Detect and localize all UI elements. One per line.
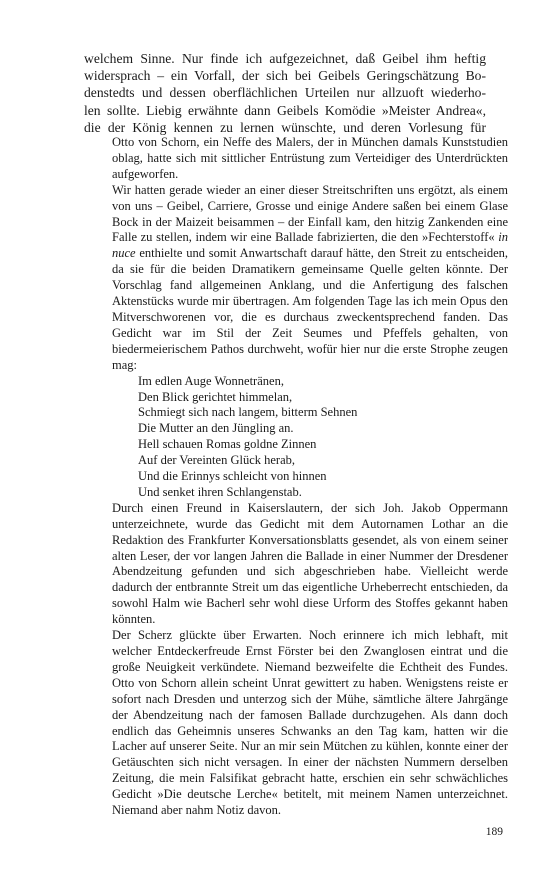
poem-line: Auf der Vereinten Glück herab, <box>138 453 296 468</box>
quote-paragraph-4: Der Scherz glückte über Erwarten. Noch erinnere ich mich lebhaft, mit welcher Entdeckerfreude Ernst Förster bei den Zwanglosen eintrat und die große Neuigkeit verkündete. Niemand bezweifelte die Echtheit des Fundes. Otto von Schorn allein scheint Unrat gewittert zu haben. Wenigstens reiste er sofort nach Dresden und unterzog sich der Mühe, sämtliche ältere Jahrgänge der Abendzeitung nach der famosen Ballade durchzugehen. Als dann doch endlich das Geheimnis unseres Schwanks an den Tag kam, hatten wir die Lacher auf unserer Seite. Nur an mir sein Mütchen zu kühlen, konnte einer der Getäuschten sich nicht versagen. In einer der nächsten Nummern derselben Zeitung, die mein Falsifikat gebracht hatte, erschien ein sehr schwächliches Gedicht »Die deutsche Lerche« betitelt, mit meinem Namen unterzeichnet. Niemand aber nahm Notiz davon. <box>112 628 508 818</box>
poem-line: Hell schauen Romas goldne Zinnen <box>138 437 317 452</box>
quote-paragraph-3: Durch einen Freund in Kaiserslautern, der sich Joh. Jakob Oppermann unterzeichnete, wurde das Gedicht mit dem Autornamen Lothar an die Redaktion des Frankfurter Konversationsblatts gesendet, als von einem seiner alten Leser, der vor langen Jahren die Ballade in einer Nummer der Dresdener Abendzeitung gefunden und sich abgeschrieben habe. Vielleicht werde dadurch der entbrannte Streit um das eigentliche Urheberrecht entschieden, da sowohl Halm wie Bacherl sehr wohl diese Urform des Stoffes gekannt haben könnten. <box>112 500 508 627</box>
main-text-line: denstedts und dessen oberflächlichen Urteilen nur allzuoft wiederho- <box>84 85 486 101</box>
poem-line: Und senket ihren Schlangenstab. <box>138 484 302 499</box>
page-number: 189 <box>485 826 503 838</box>
quote-paragraph-2-text-cont: enthielte und somit Anwartschaft darauf hätte, den Streit zu entscheiden, da sie für die beiden Dramatikern gemeinsame Quelle gelten könnte. Der Vorschlag fand allgemeinen Anklang, und die Anfertigung des falschen Aktenstücks wurde mir übertragen. Am folgenden Tage las ich mein Opus den Mitverschworenen vor, die es durchaus zweckentsprechend fanden. Das Gedicht war im Stil der Zeit Seumes und Pfeffels gehalten, von biedermeierischem Pathos durchweht, wofür hier nur die erste Strophe zeugen mag: <box>112 246 508 372</box>
poem-line: Und die Erinnys schleicht von hinnen <box>138 469 327 484</box>
main-text-line: len sollte. Liebig erwähnte dann Geibels Komödie »Meister Andrea«, <box>84 102 486 118</box>
poem-stanza <box>138 374 508 501</box>
poem-line: Schmiegt sich nach langem, bitterm Sehnen <box>138 405 358 420</box>
poem-line: Den Blick gerichtet himmelan, <box>138 389 293 404</box>
poem-line: Im edlen Auge Wonnetränen, <box>138 373 284 388</box>
latin-phrase: in nuce <box>112 230 508 261</box>
quote-paragraph-1: Otto von Schorn, ein Neffe des Malers, der in München damals Kunststudien oblag, hatte sich mit sittlicher Entrüstung zum Verteidiger des Unterdrückten aufgeworfen. <box>112 135 508 181</box>
poem-line: Die Mutter an den Jüngling an. <box>138 421 294 436</box>
quote-paragraph-2 <box>112 183 508 374</box>
main-text-line: welchem Sinne. Nur finde ich aufgezeichnet, daß Geibel ihm heftig <box>84 51 486 66</box>
quote-paragraph-2-text: Wir hatten gerade wieder an einer dieser Streitschriften uns ergötzt, als einem von uns – Geibel, Carriere, Grosse und einige Andere saßen bei einem Glase Bock in der Maizeit beisammen – der Einfall kam, den hitzig Zankenden eine Falle zu stellen, indem wir eine Ballade fabrizierten, die den »Fechterstoff« <box>112 182 508 245</box>
block-quote <box>112 135 508 819</box>
main-text-line: die der König kennen zu lernen wünschte, und deren Vorlesung für <box>84 119 486 135</box>
main-text <box>84 50 486 136</box>
main-text-line: widersprach – ein Vorfall, der sich bei Geibels Geringschätzung Bo- <box>84 68 486 84</box>
